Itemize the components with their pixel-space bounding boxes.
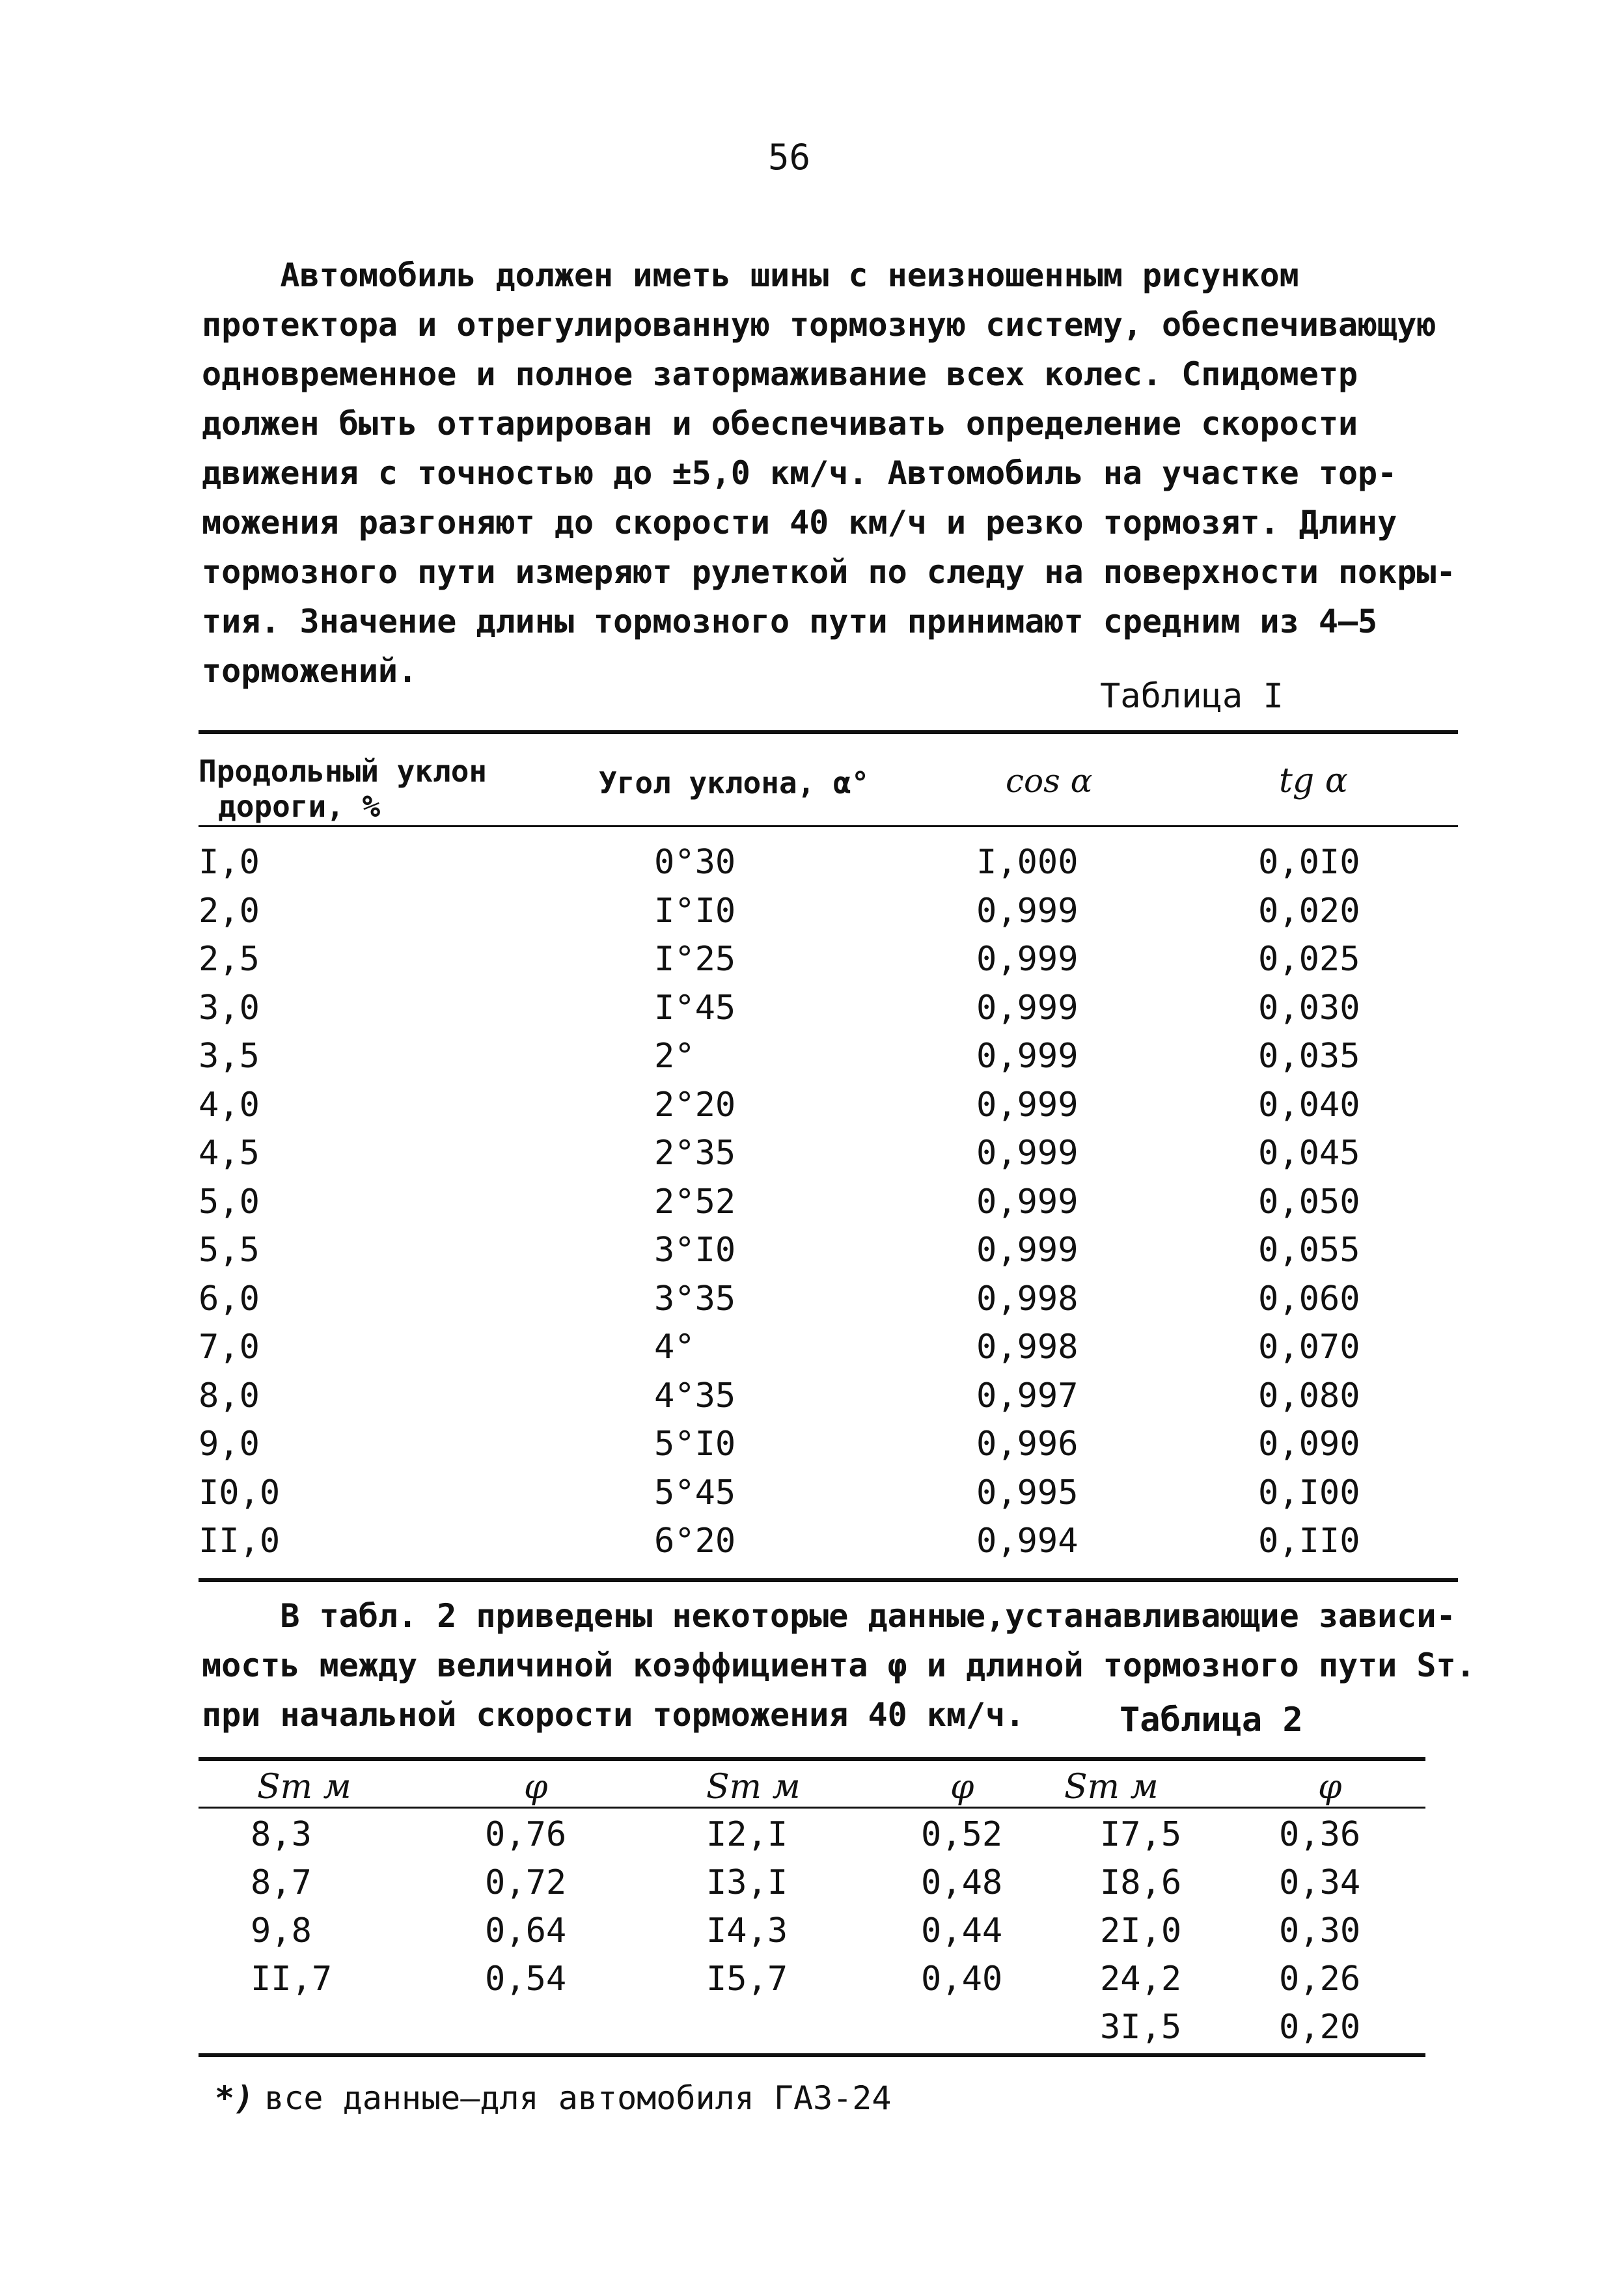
- table-row: [199, 1909, 1425, 1957]
- cell: 4°: [654, 1328, 695, 1367]
- cell: 0,II0: [1258, 1522, 1360, 1561]
- table-row: [199, 1421, 1458, 1469]
- cell: 5°I0: [654, 1425, 736, 1464]
- table-row: [199, 1373, 1458, 1421]
- table-body: [199, 827, 1458, 1578]
- cell: 0,0I0: [1258, 843, 1360, 882]
- header-braking-distance: Sт м: [706, 1768, 801, 1807]
- cell: 0,999: [976, 1037, 1079, 1076]
- cell: 0,30: [1279, 1911, 1361, 1950]
- text-line: мость между величиной коэффициента φ и длиной тормозного пути Sт.: [202, 1647, 1476, 1684]
- cell: I,000: [976, 843, 1079, 882]
- cell: 0,060: [1258, 1279, 1360, 1319]
- cell: 0,34: [1279, 1863, 1361, 1902]
- cell: 0,999: [976, 1134, 1079, 1173]
- cell: 0,996: [976, 1425, 1079, 1464]
- table-body: [199, 1809, 1425, 2053]
- cell: 0,030: [1258, 988, 1360, 1028]
- cell: II,0: [199, 1522, 281, 1561]
- table-2: [199, 1757, 1425, 2057]
- cell: I0,0: [199, 1473, 281, 1512]
- cell: 2,0: [199, 891, 260, 931]
- cell: 0,040: [1258, 1085, 1360, 1125]
- cell: 2°20: [654, 1085, 736, 1125]
- table-header: [199, 734, 1458, 825]
- cell: 0,64: [485, 1911, 567, 1950]
- cell: I2,I: [706, 1815, 788, 1854]
- cell: I,0: [199, 843, 260, 882]
- cell: 0,035: [1258, 1037, 1360, 1076]
- cell: 0,998: [976, 1279, 1079, 1319]
- text-line: В табл. 2 приведены некоторые данные,устанавливающие зависи-: [202, 1597, 1456, 1635]
- table-row: [199, 2005, 1425, 2053]
- cell: 0,045: [1258, 1134, 1360, 1173]
- header-slope-percent: Продольный уклон дороги, %: [199, 754, 488, 824]
- cell: II,7: [251, 1960, 333, 1999]
- table-1-caption: Таблица I: [1100, 677, 1284, 716]
- cell: I3,I: [706, 1863, 788, 1902]
- cell: 2°: [654, 1037, 695, 1076]
- table-2-caption: Таблица 2: [1120, 1701, 1303, 1740]
- table-row: [199, 888, 1458, 936]
- cell: I7,5: [1100, 1815, 1182, 1854]
- table-row: [199, 1033, 1458, 1082]
- table-row: [199, 839, 1458, 888]
- cell: 0,997: [976, 1376, 1079, 1415]
- header-slope-angle: Угол уклона, α°: [599, 765, 870, 800]
- cell: 0,050: [1258, 1182, 1360, 1222]
- cell: 3°I0: [654, 1231, 736, 1270]
- cell: 3,5: [199, 1037, 260, 1076]
- cell: 0,999: [976, 891, 1079, 931]
- cell: 0,998: [976, 1328, 1079, 1367]
- cell: 2°35: [654, 1134, 736, 1173]
- table-row: [199, 1082, 1458, 1130]
- table-1: [199, 730, 1458, 1582]
- table-row: [199, 1469, 1458, 1518]
- text-line: тия. Значение длины тормозного пути принимают средним из 4–5: [202, 603, 1378, 640]
- page-number: 56: [768, 137, 811, 178]
- cell: 0,40: [921, 1960, 1003, 1999]
- cell: 0°30: [654, 843, 736, 882]
- table-row: [199, 1518, 1458, 1566]
- cell: 2I,0: [1100, 1911, 1182, 1950]
- table-row: [199, 1812, 1425, 1861]
- cell: I5,7: [706, 1960, 788, 1999]
- cell: 0,44: [921, 1911, 1003, 1950]
- cell: 6,0: [199, 1279, 260, 1319]
- cell: 7,0: [199, 1328, 260, 1367]
- table-bottom-rule: [199, 1578, 1458, 1582]
- body-paragraph-2: [202, 1591, 1504, 1740]
- table-row: [199, 1130, 1458, 1179]
- header-phi: φ: [1318, 1768, 1342, 1807]
- cell: 4,0: [199, 1085, 260, 1125]
- text-line: можения разгоняют до скорости 40 км/ч и резко тормозят. Длину: [202, 504, 1397, 541]
- cell: 0,52: [921, 1815, 1003, 1854]
- cell: 0,999: [976, 1231, 1079, 1270]
- cell: I°I0: [654, 891, 736, 931]
- cell: 4°35: [654, 1376, 736, 1415]
- table-row: [199, 985, 1458, 1033]
- text-line: тормозного пути измеряют рулеткой по следу на поверхности покры-: [202, 553, 1456, 591]
- cell: 0,54: [485, 1960, 567, 1999]
- table-row: [199, 1957, 1425, 2005]
- cell: 0,999: [976, 988, 1079, 1028]
- cell: 0,48: [921, 1863, 1003, 1902]
- cell: 0,090: [1258, 1425, 1360, 1464]
- cell: 0,055: [1258, 1231, 1360, 1270]
- header-phi: φ: [950, 1768, 974, 1807]
- text-line: движения с точностью до ±5,0 км/ч. Автомобиль на участке тор-: [202, 454, 1397, 492]
- text-line: одновременное и полное затормаживание всех колес. Спидометр: [202, 355, 1358, 393]
- cell: 0,070: [1258, 1328, 1360, 1367]
- cell: 0,72: [485, 1863, 567, 1902]
- text-line: торможений.: [202, 652, 418, 690]
- cell: 0,26: [1279, 1960, 1361, 1999]
- cell: 5,0: [199, 1182, 260, 1222]
- cell: I4,3: [706, 1911, 788, 1950]
- text-line: протектора и отрегулированную тормозную систему, обеспечивающую: [202, 306, 1436, 344]
- body-paragraph-1: [202, 251, 1478, 696]
- table-header: [199, 1761, 1425, 1807]
- cell: 9,0: [199, 1425, 260, 1464]
- cell: 0,999: [976, 1085, 1079, 1125]
- cell: 0,20: [1279, 2008, 1361, 2047]
- cell: 3°35: [654, 1279, 736, 1319]
- cell: 0,995: [976, 1473, 1079, 1512]
- cell: 0,999: [976, 1182, 1079, 1222]
- cell: 0,I00: [1258, 1473, 1360, 1512]
- cell: 4,5: [199, 1134, 260, 1173]
- cell: 8,3: [251, 1815, 312, 1854]
- cell: I°45: [654, 988, 736, 1028]
- footnote-mark: *): [215, 2079, 254, 2117]
- header-tg: tg α: [1279, 761, 1348, 800]
- text-line: должен быть оттарирован и обеспечивать определение скорости: [202, 405, 1358, 443]
- header-braking-distance: Sт м: [1064, 1768, 1159, 1807]
- cell: I°25: [654, 940, 736, 979]
- table-bottom-rule: [199, 2053, 1425, 2057]
- cell: 9,8: [251, 1911, 312, 1950]
- header-braking-distance: Sт м: [257, 1768, 351, 1807]
- cell: 3,0: [199, 988, 260, 1028]
- cell: 0,994: [976, 1522, 1079, 1561]
- text-line: Автомобиль должен иметь шины с неизношенным рисунком: [202, 256, 1299, 294]
- table-row: [199, 936, 1458, 985]
- cell: 2°52: [654, 1182, 736, 1222]
- cell: 0,999: [976, 940, 1079, 979]
- footnote: [215, 2079, 892, 2117]
- cell: 2,5: [199, 940, 260, 979]
- cell: 5,5: [199, 1231, 260, 1270]
- cell: 0,020: [1258, 891, 1360, 931]
- text-line: при начальной скорости торможения 40 км/ч.: [202, 1696, 1025, 1734]
- cell: 0,025: [1258, 940, 1360, 979]
- table-row: [199, 1324, 1458, 1373]
- table-row: [199, 1861, 1425, 1909]
- header-phi: φ: [524, 1768, 548, 1807]
- header-cos: cos α: [1006, 762, 1093, 800]
- cell: I8,6: [1100, 1863, 1182, 1902]
- footnote-text: все данные–для автомобиля ГАЗ-24: [264, 2079, 892, 2117]
- table-row: [199, 1227, 1458, 1276]
- table-row: [199, 1179, 1458, 1227]
- cell: 8,7: [251, 1863, 312, 1902]
- cell: 3I,5: [1100, 2008, 1182, 2047]
- table-row: [199, 1276, 1458, 1324]
- cell: 5°45: [654, 1473, 736, 1512]
- cell: 6°20: [654, 1522, 736, 1561]
- cell: 0,080: [1258, 1376, 1360, 1415]
- cell: 24,2: [1100, 1960, 1182, 1999]
- cell: 0,76: [485, 1815, 567, 1854]
- cell: 8,0: [199, 1376, 260, 1415]
- cell: 0,36: [1279, 1815, 1361, 1854]
